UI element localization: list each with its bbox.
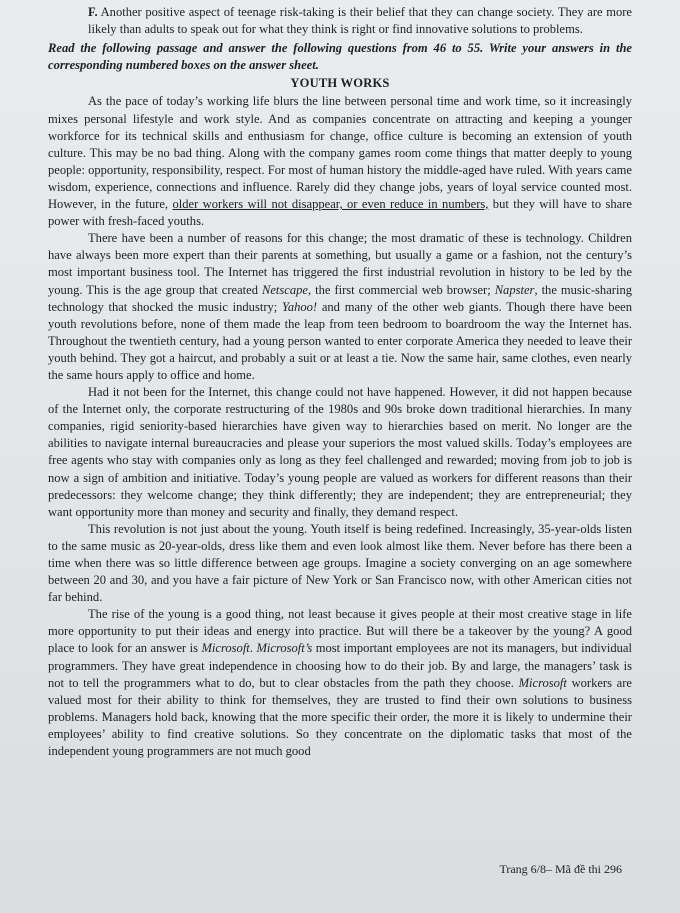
p1-text-b: but they will have to share power with fresh-faced youths. [48,197,632,229]
p2-netscape: Netscape [261,282,308,297]
p2-napster: Napster [494,282,535,297]
p2-text-a: There have been a number of reasons for this change; the most dramatic of these is technology. Children have always been more expert than their parents at something, but usually a game or a fashion, not the century’s most important business tool. The Internet has triggered the first industrial revolution in history to be led by the young. This is the age group that created [48,231,632,297]
passage-paragraph-1 [48,93,632,230]
p5-text-d: workers are valued most for their ability to think for themselves, they are trusted to find their own solutions to business problems. Managers hold back, knowing that the more specific their order, the more it is likely to undermine their employees’ ability to find creative solutions. So they concentrate on the diplomatic tasks that most of the independent young programmers are not much good [48,675,632,759]
p2-text-d: and many of the other web giants. Though there have been youth revolutions before, none of them made the leap from teen bedroom to boardroom the way the Internet has. Throughout the twentieth century, had a young person wanted to enter corporate America they needed to leave their youth behind. They got a haircut, and probably a suit or at least a tie. Now the same hair, same clothes, even nearly the same hours apply to office and home. [48,299,632,382]
passage-paragraph-5 [48,606,632,760]
p2-text-c: , the music-sharing technology that shocked the music industry; [48,282,632,314]
p5-text-c: most important employees are not its managers, but individual programmers. They have great independence in choosing how to do their job. By and large, the managers’ task is not to tell the programmers what to do, but to clear obstacles from the path they choose. [48,641,632,690]
p5-text-b: . [249,641,257,656]
passage-paragraph-3: Had it not been for the Internet, this change could not have happened. However, it did not happen because of the Internet only, the corporate restructuring of the 1980s and 90s broke down traditional hierarchies. In many companies, rigid seniority-based hierarchies have given way to hierarchies based on merit. No longer are the abilities to navigate internal bureaucracies and please your superiors the most valued skills. Today’s employees are free agents who stay with companies only as long as they feel challenged and rewarded; moving from job to job is now a sign of ambition and initiative. Today’s young people are valued as workers for different reasons than their predecessors: they welcome change; they think differently; they are independent; they are entrepreneurial; they want opportunity more than money and security and finally, they demand respect. [48,385,632,519]
page-content [48,4,632,760]
p1-underlined-phrase: older workers will not disappear, or even reduce in numbers, [172,197,489,212]
p1-text-a: As the pace of today’s working life blurs the line between personal time and work time, so it increasingly mixes personal lifestyle and work style. And as companies concentrate on attracting and keeping a younger workforce for its technical skills and enthusiasm for change, office culture is becoming an extension of youth culture. This may be no bad thing. Along with the company games room come things that matter deeply to young people: opportunity, responsibility, respect. For most of human history the middle-aged have ruled. With years came wisdom, experience, connections and influence. Rarely did they change jobs, years of loyal service counted most. However, in the future, [48,94,632,212]
p5-microsoft-1: Microsoft [201,641,250,656]
paragraph-f-label: F. [88,5,98,19]
passage-title: YOUTH WORKS [290,76,390,91]
paragraph-f-text: Another positive aspect of teenage risk-taking is their belief that they can change society. They are more likely than adults to speak out for what they think is right or find innovative solutions to problems. [88,5,632,37]
p2-text-b: , the first commercial web browser; [307,282,495,297]
passage-paragraph-2 [48,230,632,384]
page-footer: Trang 6/8– Mã đề thi 296 [499,862,622,876]
reading-instruction: Read the following passage and answer the following questions from 46 to 55. Write your answers in the corresponding numbered boxes on the answer sheet. [48,41,632,73]
p5-microsoft-2: Microsoft’s [256,641,313,656]
passage-paragraph-4: This revolution is not just about the young. Youth itself is being redefined. Increasingly, 35-year-olds listen to the same music as 20-year-olds, dress like them and even look almost like them. Never before has there been a time when there was so little difference between age groups. Imagine a society converging on an age somewhere between 20 and 30, and you have a fair picture of New York or San Francisco now, with other American cities not far behind. [48,521,632,605]
p2-yahoo: Yahoo! [282,299,318,314]
p5-text-a: The rise of the young is a good thing, not least because it gives people at their most creative stage in life more opportunity to put their ideas and energy into practice. But will there be a takeover by the young? A good place to look for an answer is [48,607,632,656]
paragraph-f [48,4,632,38]
p5-microsoft-3: Microsoft [518,675,567,690]
